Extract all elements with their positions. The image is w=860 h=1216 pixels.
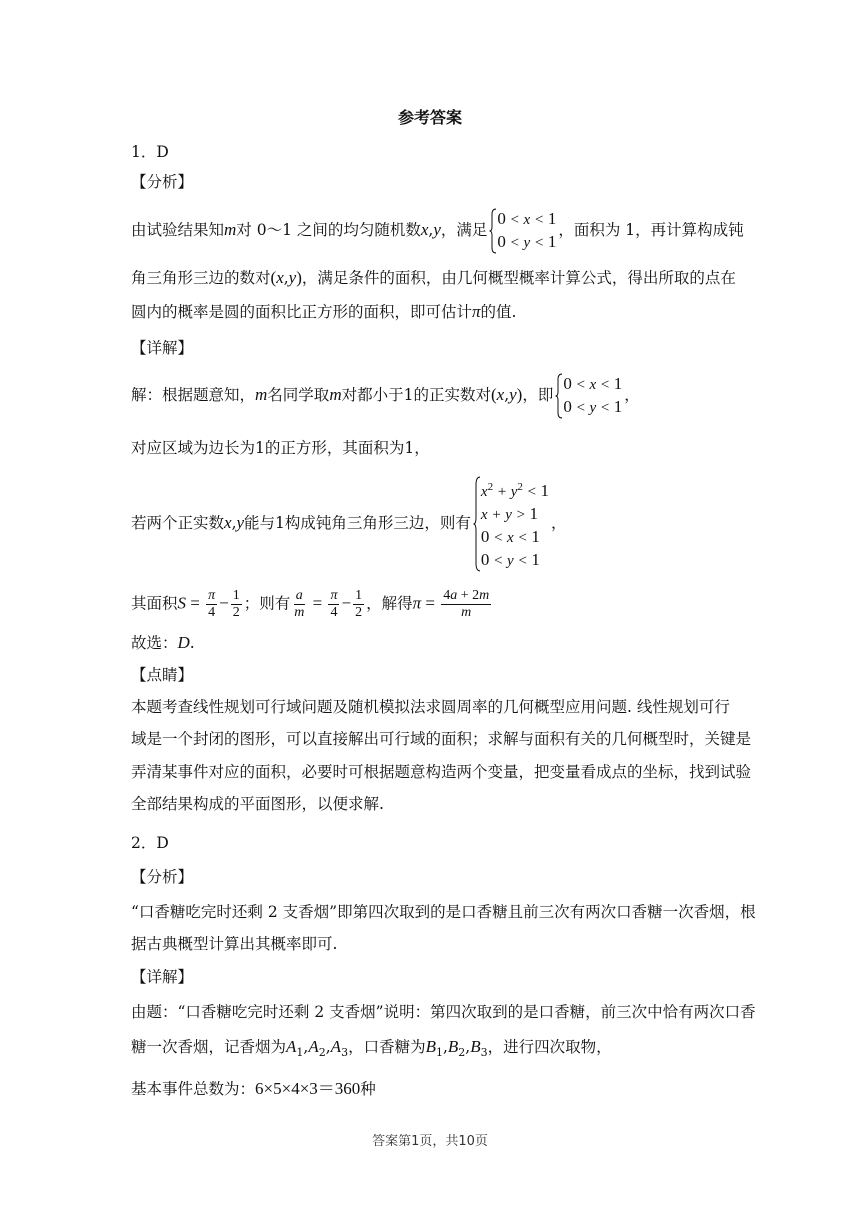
q2-heading: 2．D <box>131 834 169 852</box>
q1-comment-line3: 弄清某事件对应的面积，必要时可根据题意构造两个变量，把变量看成点的坐标，找到试验 <box>131 763 752 781</box>
q1-analysis-line3: 圆内的概率是圆的面积比正方形的面积，即可估计π的值. <box>131 302 517 321</box>
q2-analysis-line2: 据古典概型计算出其概率即可. <box>131 935 338 953</box>
q1-detail-line4: 其面积S = $\frac{\pi}{4}$ − $\frac{1}{2}$ ；则有 $\frac{a}{m}$ = $\frac{\pi}{4}$ − $\frac{1}{2}$ ，解得π = $\frac{4a + 2m}{m}$ <box>131 588 490 620</box>
q1-heading: 1．D <box>131 143 169 161</box>
q1-detail-label: 【详解】 <box>131 339 194 357</box>
q1-analysis-line2: 角三角形三边的数对(x,y)，满足条件的面积，由几何概型概率计算公式，得出所取的点在 <box>131 268 736 287</box>
q1-comment-line1: 本题考查线性规划可行域问题及随机模拟法求圆周率的几何概型应用问题. 线性规划可行 <box>131 698 730 716</box>
page-footer: 答案第1页，共10页 <box>372 1134 488 1149</box>
q2-detail-label: 【详解】 <box>131 968 194 986</box>
q1-detail-line5: 故选：D. <box>131 633 195 652</box>
q1-detail-line1: 解：根据题意知，m名同学取m对都小于1的正实数对(x,y)，即 0 < x < 1 0 < y < 1 ， <box>131 373 760 419</box>
q2-detail-line3: 基本事件总数为：6×5×4×3＝360种 <box>131 1079 376 1098</box>
q1-comment-line2: 域是一个封闭的图形，可以直接解出可行域的面积；求解与面积有关的几何概型时，关键是 <box>131 730 752 748</box>
q2-detail-line2: 糖一次香烟，记香烟为$A_1,A_2,A_3$，口香糖为$B_1,B_2,B_3$，进行四次取物， <box>131 1037 612 1060</box>
q1-system-2: 0 < x < 1 0 < y < 1 <box>555 373 622 419</box>
q2-analysis-label: 【分析】 <box>131 868 194 886</box>
q2-detail-line1: 由题：“口香糖吃完时还剩 2 支香烟”说明：第四次取到的是口香糖，前三次中恰有两次口香 <box>131 1003 756 1021</box>
q1-analysis-line1: 由试验结果知m对 0～1 之间的均匀随机数x,y，满足 0 < x < 1 0 < y < 1 ，面积为 1，再计算构成钝 <box>131 208 760 254</box>
q1-analysis-label: 【分析】 <box>131 173 194 191</box>
q1-system-1: 0 < x < 1 0 < y < 1 <box>489 208 556 254</box>
q2-analysis-line1: “口香糖吃完时还剩 2 支香烟”即第四次取到的是口香糖且前三次有两次口香糖一次香烟，根 <box>131 903 756 921</box>
q1-detail-line3: 若两个正实数x,y能与1构成钝角三角形三边，则有 $x^2 + y^2 < 1$ x + y > 1 0 < x < 1 0 < y < 1 ， <box>131 476 760 572</box>
q1-detail-line2: 对应区域为边长为1的正方形，其面积为1， <box>131 439 430 457</box>
q1-comment-line4: 全部结果构成的平面图形，以便求解. <box>131 795 384 813</box>
page-title: 参考答案 <box>397 108 462 127</box>
q1-system-3: $x^2 + y^2 < 1$ x + y > 1 0 < x < 1 0 < y < 1 <box>473 476 549 572</box>
q1-comment-label: 【点睛】 <box>131 666 194 684</box>
